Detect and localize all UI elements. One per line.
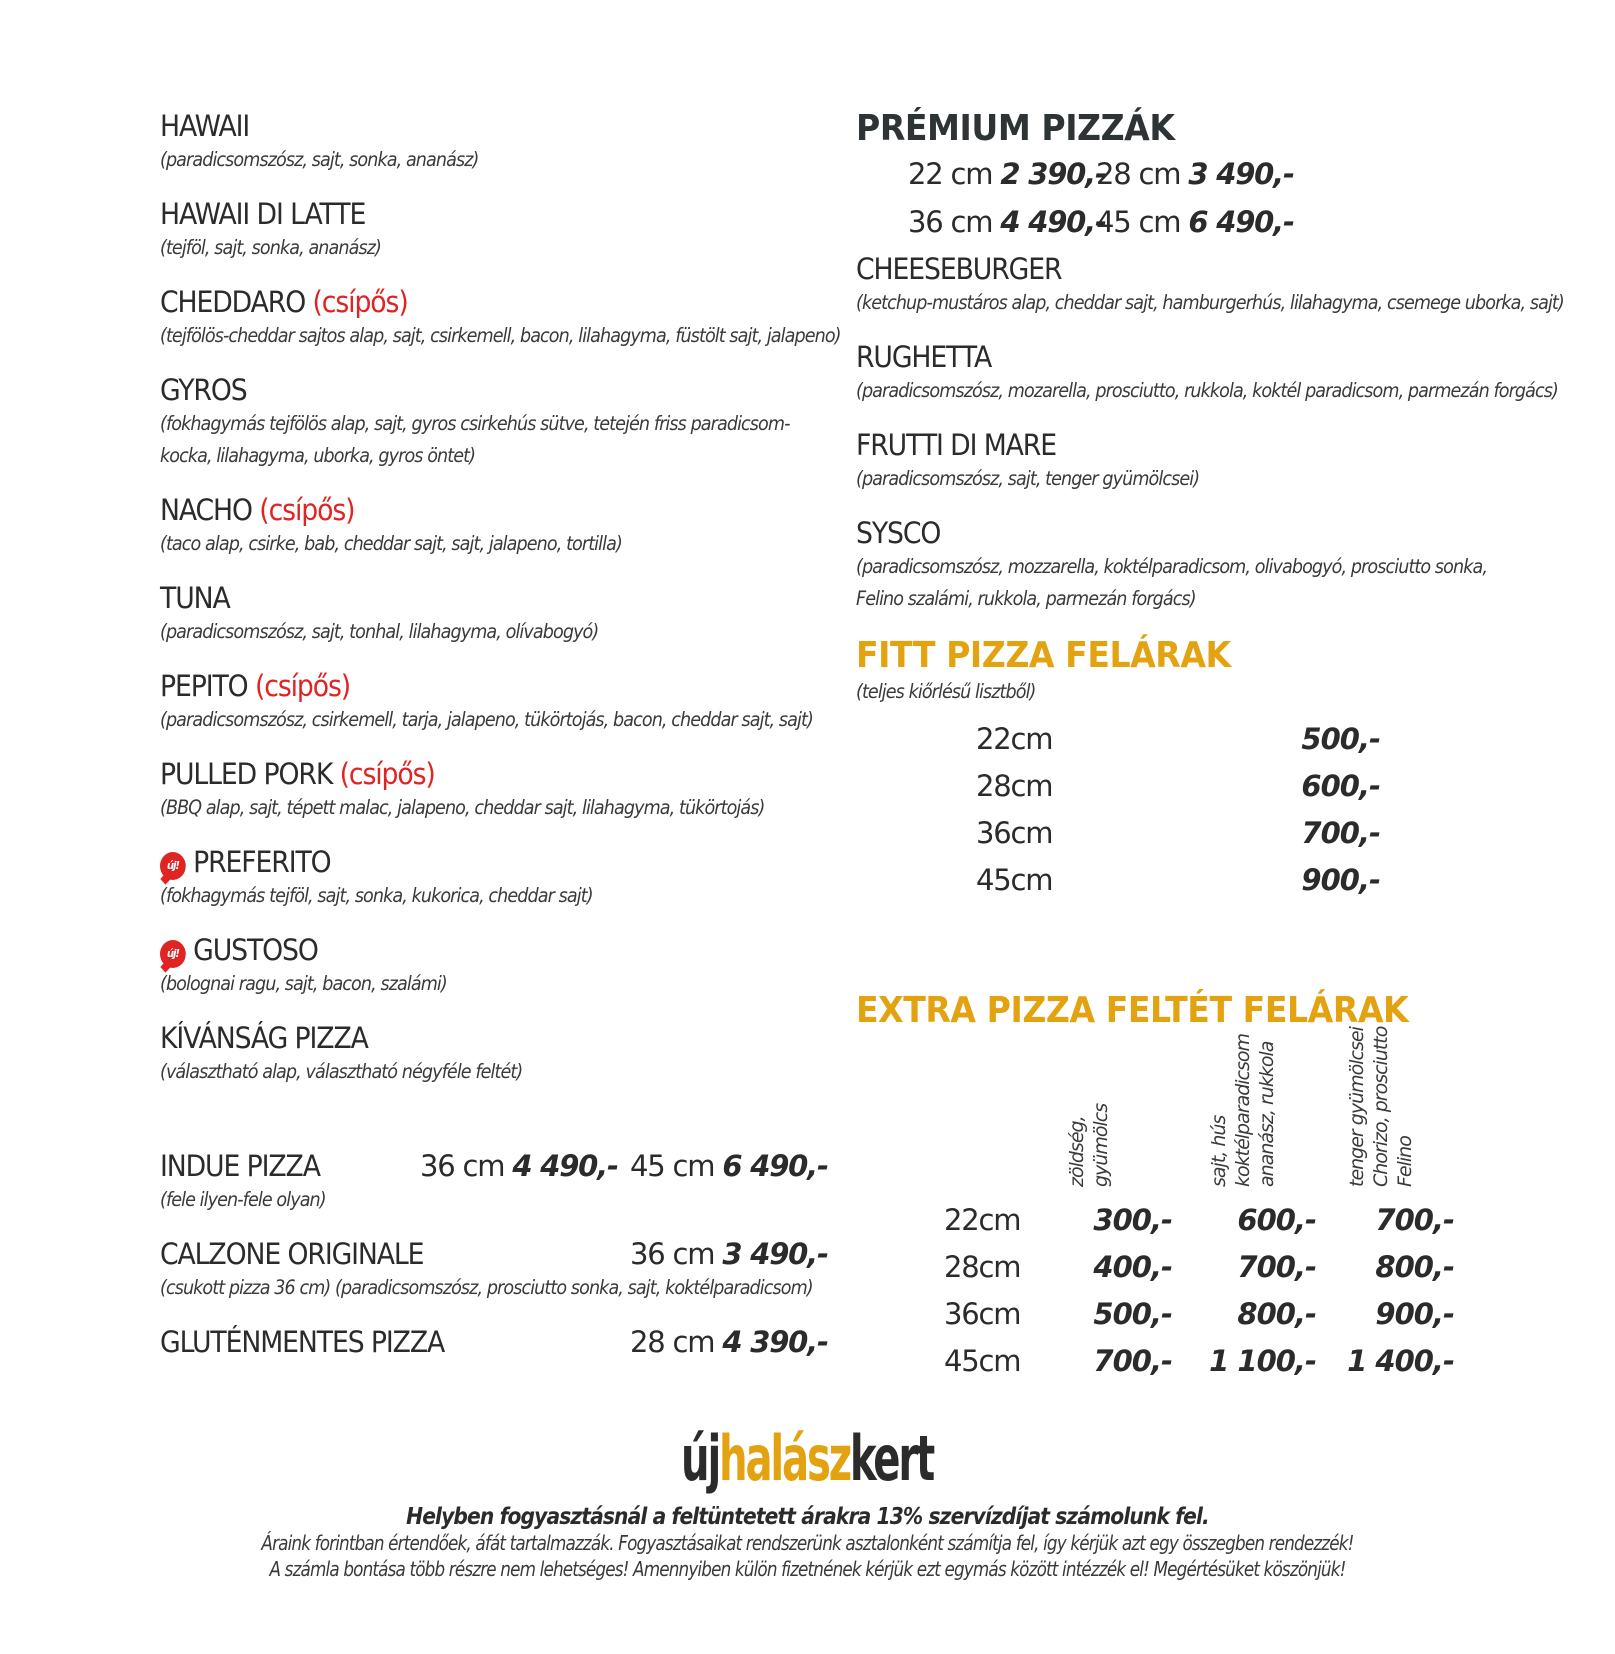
menu-item bbox=[160, 932, 810, 1000]
item-desc: (taco alap, csirke, bab, cheddar sajt, sajt, jalapeno, tortilla) bbox=[160, 532, 622, 555]
new-badge-icon: új! bbox=[160, 940, 186, 968]
extra-price: 700,- bbox=[1093, 1344, 1172, 1378]
menu-item bbox=[160, 668, 813, 736]
fitt-size: 36cm bbox=[976, 816, 1053, 850]
extra-price: 800,- bbox=[1375, 1250, 1454, 1284]
menu-item bbox=[160, 372, 810, 472]
price-45: 45 cm 6 490,- bbox=[630, 1149, 828, 1183]
menu-item bbox=[160, 756, 810, 824]
extra-col-header: Chorizo, prosciutto bbox=[1370, 1026, 1392, 1187]
premium-item bbox=[856, 515, 1536, 615]
item-desc: (tejfölös-cheddar sajtos alap, sajt, csirkemell, bacon, lilahagyma, füstölt sajt, jalapeno) bbox=[160, 324, 841, 347]
fitt-price-table bbox=[856, 714, 1536, 904]
item-desc: (ketchup-mustáros alap, cheddar sajt, hamburgerhús, lilahagyma, csemege uborka, sajt) bbox=[856, 291, 1564, 314]
footer bbox=[0, 1424, 1615, 1582]
item-name: HAWAII bbox=[160, 109, 250, 143]
item-name: FRUTTI DI MARE bbox=[856, 428, 1056, 462]
item-name: GLUTÉNMENTES PIZZA bbox=[160, 1325, 445, 1359]
item-name: CHEDDARO (csípős) bbox=[160, 285, 408, 319]
menu-item bbox=[160, 492, 810, 560]
fitt-price: 600,- bbox=[1301, 769, 1380, 803]
extra-price: 400,- bbox=[1093, 1250, 1172, 1284]
item-name: CHEESEBURGER bbox=[856, 252, 1062, 286]
item-desc-cont: kocka, lilahagyma, uborka, gyros öntet) bbox=[160, 444, 476, 467]
price-note: Áraink forintban értendőek, áfát tartalmazzák. Fogyasztásaikat rendszerünk asztalonként számítja fel, így kérjük azt egy összegben rendezzék! bbox=[261, 1531, 1354, 1555]
premium-title: PRÉMIUM PIZZÁK bbox=[856, 108, 1175, 149]
extra-col-header: koktélparadicsom bbox=[1232, 1033, 1254, 1187]
extra-price: 700,- bbox=[1237, 1250, 1316, 1284]
item-name: KÍVÁNSÁG PIZZA bbox=[160, 1021, 368, 1055]
service-charge-note: Helyben fogyasztásnál a feltüntetett árakra 13% szervízdíjat számolunk fel. bbox=[406, 1504, 1209, 1530]
menu-item-calzone bbox=[160, 1236, 828, 1304]
item-name: NACHO (csípős) bbox=[160, 493, 355, 527]
classic-pizza-list bbox=[160, 108, 841, 1380]
premium-price-22: 22 cm 2 390,- bbox=[908, 157, 1106, 191]
extra-price: 800,- bbox=[1237, 1297, 1316, 1331]
premium-item bbox=[856, 339, 1558, 407]
price-36: 36 cm 3 490,- bbox=[630, 1237, 828, 1271]
extra-size: 28cm bbox=[944, 1250, 1021, 1284]
item-name: GYROS bbox=[160, 373, 247, 407]
extra-col-header: Felino bbox=[1394, 1136, 1416, 1187]
premium-section bbox=[856, 108, 1564, 1378]
item-name: HAWAII DI LATTE bbox=[160, 197, 366, 231]
item-desc: (paradicsomszósz, mozzarella, koktélparadicsom, olivabogyó, prosciutto sonka, bbox=[856, 555, 1488, 578]
item-desc: (paradicsomszósz, sajt, tenger gyümölcsei) bbox=[856, 467, 1200, 490]
extra-topping-table bbox=[856, 1026, 1536, 1378]
bill-note: A számla bontása több részre nem lehetséges! Amennyiben külön fizetnének kérjük ezt egymás között intézzék el! Megértésüket köszönjük! bbox=[269, 1557, 1346, 1581]
item-name: új! GUSTOSO bbox=[160, 932, 758, 968]
premium-item bbox=[856, 427, 1536, 495]
premium-item bbox=[856, 251, 1564, 319]
item-desc: (csukott pizza 36 cm) (paradicsomszósz, prosciutto sonka, sajt, koktélparadicsom) bbox=[160, 1276, 813, 1299]
item-desc-cont: Felino szalámi, rukkola, parmezán forgács) bbox=[856, 587, 1196, 610]
extra-size: 36cm bbox=[944, 1297, 1021, 1331]
item-desc: (fokhagymás tejföl, sajt, sonka, kukorica, cheddar sajt) bbox=[160, 884, 593, 907]
fitt-title: FITT PIZZA FELÁRAK bbox=[856, 635, 1231, 676]
item-name: RUGHETTA bbox=[856, 340, 992, 374]
price-28: 28 cm 4 390,- bbox=[630, 1325, 828, 1359]
item-name: PEPITO (csípős) bbox=[160, 669, 351, 703]
item-desc: (tejföl, sajt, sonka, ananász) bbox=[160, 236, 381, 259]
premium-price-36: 36 cm 4 490,- bbox=[908, 205, 1106, 239]
fitt-subtitle: (teljes kiőrlésű lisztből) bbox=[856, 680, 1036, 703]
item-desc: (bolognai ragu, sajt, bacon, szalámi) bbox=[160, 972, 447, 995]
price-36: 36 cm 4 490,- bbox=[420, 1149, 618, 1183]
menu-item-indue bbox=[160, 1148, 828, 1216]
menu-item bbox=[160, 108, 810, 176]
menu-item bbox=[160, 196, 810, 264]
extra-price: 300,- bbox=[1093, 1203, 1172, 1237]
halaszkert-logo: újhalászkert bbox=[681, 1422, 934, 1495]
fitt-size: 22cm bbox=[976, 722, 1053, 756]
spicy-label: (csípős) bbox=[259, 493, 355, 527]
spicy-label: (csípős) bbox=[339, 757, 435, 791]
item-desc: (paradicsomszósz, csirkemell, tarja, jalapeno, tükörtojás, bacon, cheddar sajt, sajt) bbox=[160, 708, 813, 731]
menu-item-gluten-free bbox=[160, 1324, 828, 1360]
item-name: PULLED PORK (csípős) bbox=[160, 757, 435, 791]
premium-price-45: 45 cm 6 490,- bbox=[1096, 205, 1294, 239]
item-desc: (paradicsomszósz, sajt, tonhal, lilahagyma, olívabogyó) bbox=[160, 620, 599, 643]
extra-col-header: zöldség, bbox=[1066, 1116, 1088, 1187]
extra-title: EXTRA PIZZA FELTÉT FELÁRAK bbox=[856, 990, 1409, 1031]
menu-item bbox=[160, 1020, 810, 1088]
item-desc: (paradicsomszósz, mozarella, prosciutto, rukkola, koktél paradicsom, parmezán forgács) bbox=[856, 379, 1558, 402]
item-name: SYSCO bbox=[856, 516, 941, 550]
extra-price: 700,- bbox=[1375, 1203, 1454, 1237]
item-name: TUNA bbox=[160, 581, 230, 615]
item-desc: (választható alap, választható négyféle feltét) bbox=[160, 1060, 523, 1083]
item-name: INDUE PIZZA bbox=[160, 1149, 320, 1183]
fitt-price: 900,- bbox=[1301, 863, 1380, 897]
extra-price: 900,- bbox=[1375, 1297, 1454, 1331]
spicy-label: (csípős) bbox=[312, 285, 408, 319]
menu-item bbox=[160, 284, 841, 352]
extra-col-header: ananász, rukkola bbox=[1256, 1041, 1278, 1187]
item-desc: (fele ilyen-fele olyan) bbox=[160, 1188, 326, 1211]
extra-size: 45cm bbox=[944, 1344, 1021, 1378]
extra-price: 1 100,- bbox=[1209, 1344, 1316, 1378]
item-name: CALZONE ORIGINALE bbox=[160, 1237, 424, 1271]
item-desc: (BBQ alap, sajt, tépett malac, jalapeno, cheddar sajt, lilahagyma, tükörtojás) bbox=[160, 796, 765, 819]
extra-col-header: tenger gyümölcsei bbox=[1346, 1027, 1368, 1187]
extra-size: 22cm bbox=[944, 1203, 1021, 1237]
extra-col-header: gyümölcs bbox=[1090, 1103, 1112, 1187]
extra-price: 600,- bbox=[1237, 1203, 1316, 1237]
fitt-price: 700,- bbox=[1301, 816, 1380, 850]
premium-price-28: 28 cm 3 490,- bbox=[1096, 157, 1294, 191]
item-name: új! PREFERITO bbox=[160, 844, 758, 880]
new-badge-icon: új! bbox=[160, 852, 186, 880]
extra-price: 1 400,- bbox=[1347, 1344, 1454, 1378]
extra-col-header: sajt, hús bbox=[1208, 1115, 1230, 1187]
extra-price: 500,- bbox=[1093, 1297, 1172, 1331]
fitt-price: 500,- bbox=[1301, 722, 1380, 756]
menu-item bbox=[160, 844, 810, 912]
item-desc: (fokhagymás tejfölös alap, sajt, gyros csirkehús sütve, tetején friss paradicsom- bbox=[160, 412, 790, 435]
fitt-size: 28cm bbox=[976, 769, 1053, 803]
item-desc: (paradicsomszósz, sajt, sonka, ananász) bbox=[160, 148, 479, 171]
premium-prices bbox=[856, 153, 1536, 251]
fitt-size: 45cm bbox=[976, 863, 1053, 897]
menu-item bbox=[160, 580, 810, 648]
spicy-label: (csípős) bbox=[254, 669, 351, 703]
